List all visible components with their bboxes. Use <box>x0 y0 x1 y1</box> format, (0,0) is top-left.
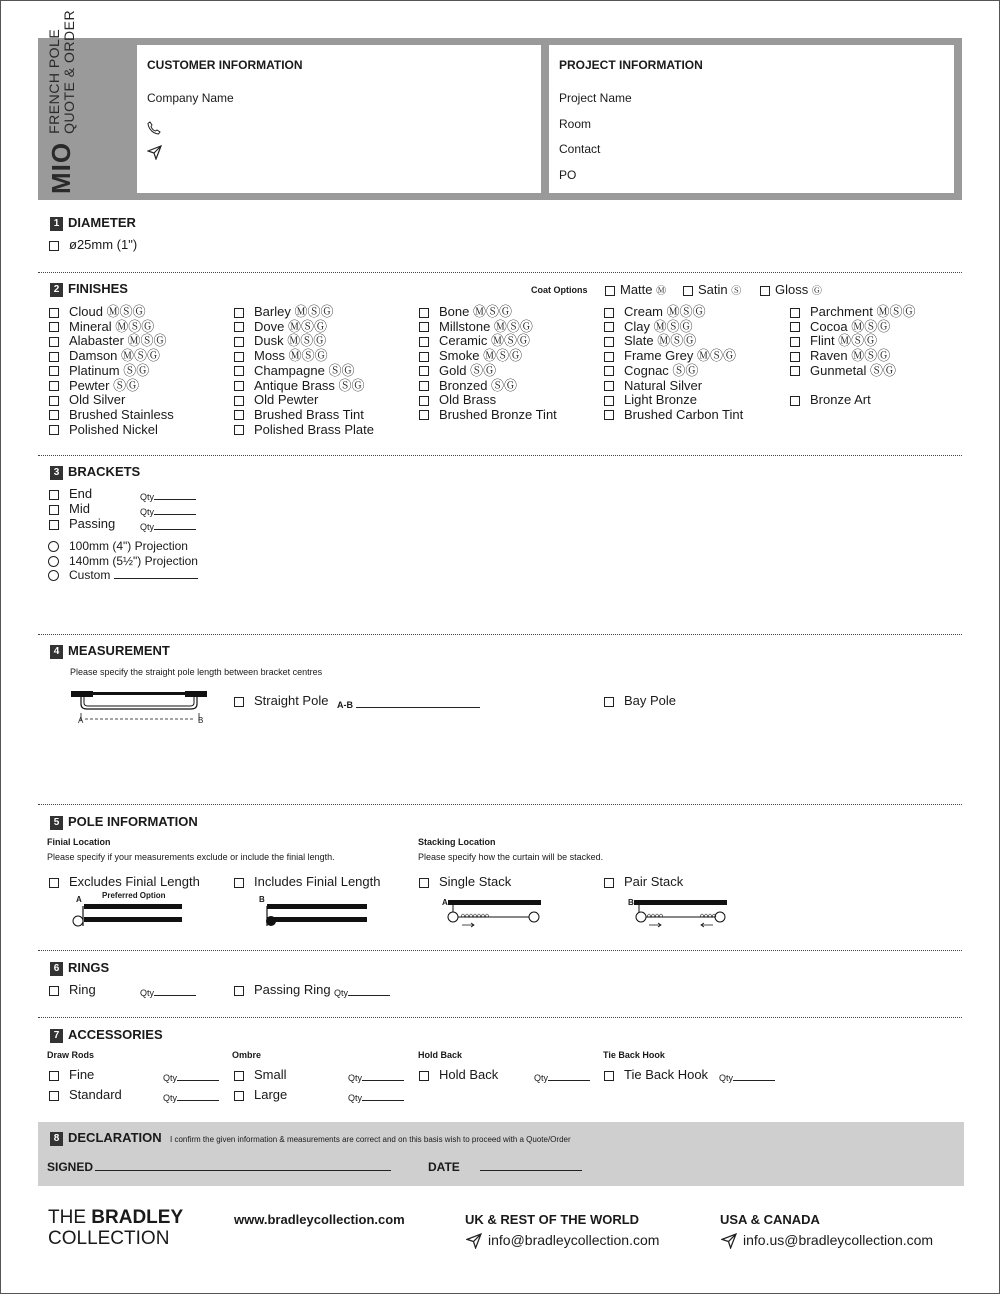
includes-finial-diagram <box>261 901 371 931</box>
bracket-mid[interactable]: Mid <box>49 501 90 516</box>
finish-option[interactable]: Alabaster ⓂⓈⒼ <box>49 333 167 348</box>
finish-option[interactable]: Flint ⓂⓈⒼ <box>790 333 877 348</box>
finish-option[interactable]: Cream ⓂⓈⒼ <box>604 304 706 319</box>
finish-option[interactable]: Moss ⓂⓈⒼ <box>234 348 328 363</box>
finish-option[interactable]: Cocoa ⓂⓈⒼ <box>790 319 890 334</box>
stack-a-label: A <box>442 898 448 907</box>
project-name-field[interactable]: Project Name <box>559 91 632 105</box>
checkbox[interactable] <box>234 381 244 391</box>
checkbox[interactable] <box>790 322 800 332</box>
finish-option[interactable]: Clay ⓂⓈⒼ <box>604 319 693 334</box>
checkbox[interactable] <box>604 337 614 347</box>
declaration-box <box>38 1122 964 1186</box>
uk-title: UK & REST OF THE WORLD <box>465 1212 640 1227</box>
project-info-title: PROJECT INFORMATION <box>559 58 703 72</box>
ring-qty[interactable]: Qty <box>140 985 196 998</box>
checkbox[interactable] <box>234 396 244 406</box>
finish-option[interactable]: Gunmetal ⓈⒼ <box>790 363 896 378</box>
hold-back-option[interactable]: Hold Back <box>419 1067 498 1082</box>
finial-b-label: B <box>259 895 265 904</box>
single-stack-option[interactable]: Single Stack <box>419 874 511 889</box>
measurement-a-label: A <box>78 716 84 725</box>
finish-option[interactable]: Millstone ⓂⓈⒼ <box>419 319 533 334</box>
draw-rod-standard-qty[interactable]: Qty <box>163 1090 219 1103</box>
finish-option[interactable]: Brushed Bronze Tint <box>419 407 557 422</box>
finish-option[interactable]: Champagne ⓈⒼ <box>234 363 354 378</box>
passing-ring-option[interactable]: Passing Ring <box>234 982 331 997</box>
stacking-location-note: Please specify how the curtain will be stacked. <box>418 852 604 862</box>
checkbox[interactable] <box>790 366 800 376</box>
checkbox[interactable] <box>605 286 615 296</box>
passing-ring-qty[interactable]: Qty <box>334 985 390 998</box>
finial-location-note: Please specify if your measurements exclude or include the finial length. <box>47 852 335 862</box>
po-field[interactable]: PO <box>559 168 577 182</box>
product-name: MIO <box>46 141 76 194</box>
finish-option[interactable]: Mineral ⓂⓈⒼ <box>49 319 154 334</box>
brackets-section-title: 3 BRACKETS <box>50 464 140 480</box>
section-divider <box>38 455 962 456</box>
finish-option[interactable]: Raven ⓂⓈⒼ <box>790 348 890 363</box>
contact-field[interactable]: Contact <box>559 142 601 156</box>
checkbox[interactable] <box>790 396 800 406</box>
finish-option[interactable]: Old Pewter <box>234 392 318 407</box>
ombre-large[interactable]: Large <box>234 1087 287 1102</box>
checkbox[interactable] <box>49 1091 59 1101</box>
signed-field[interactable]: SIGNED <box>47 1160 391 1174</box>
ombre-large-qty[interactable]: Qty <box>348 1090 404 1103</box>
send-icon <box>466 1233 482 1249</box>
pair-stack-diagram <box>631 897 731 929</box>
checkbox[interactable] <box>604 410 614 420</box>
finish-option[interactable]: Parchment ⓂⓈⒼ <box>790 304 915 319</box>
checkbox[interactable] <box>49 308 59 318</box>
checkbox[interactable] <box>49 396 59 406</box>
date-field[interactable]: DATE <box>428 1160 582 1174</box>
checkbox[interactable] <box>419 337 429 347</box>
bracket-mid-qty[interactable]: Qty <box>140 504 196 517</box>
radio[interactable] <box>48 570 59 581</box>
website-link[interactable]: www.bradleycollection.com <box>234 1212 405 1227</box>
bracket-passing-qty[interactable]: Qty <box>140 519 196 532</box>
project-info-box <box>549 45 954 193</box>
checkbox[interactable] <box>604 878 614 888</box>
checkbox[interactable] <box>49 878 59 888</box>
tie-back-hook-title: Tie Back Hook <box>603 1050 665 1060</box>
ombre-title: Ombre <box>232 1050 262 1060</box>
checkbox[interactable] <box>604 1071 614 1081</box>
diameter-section-title: 1 DIAMETER <box>50 215 136 231</box>
checkbox[interactable] <box>419 322 429 332</box>
section-divider <box>38 804 962 805</box>
includes-finial-option[interactable]: Includes Finial Length <box>234 874 380 889</box>
straight-pole-diagram <box>69 689 214 725</box>
finish-option[interactable]: Platinum ⓈⒼ <box>49 363 149 378</box>
finish-option[interactable]: Cloud ⓂⓈⒼ <box>49 304 146 319</box>
send-icon <box>147 145 162 160</box>
finish-option[interactable]: Damson ⓂⓈⒼ <box>49 348 160 363</box>
checkbox[interactable] <box>604 308 614 318</box>
checkbox[interactable] <box>760 286 770 296</box>
checkbox[interactable] <box>234 1071 244 1081</box>
declaration-text: I confirm the given information & measurements are correct and on this basis wish to proceed with a Quote/Order <box>170 1135 571 1144</box>
subtitle-line1: FRENCH POLE <box>46 28 62 134</box>
checkbox[interactable] <box>234 366 244 376</box>
checkbox[interactable] <box>234 986 244 996</box>
finish-option[interactable]: Natural Silver <box>604 378 702 393</box>
finish-option[interactable]: Smoke ⓂⓈⒼ <box>419 348 522 363</box>
bracket-end-qty[interactable]: Qty <box>140 489 196 502</box>
projection-100[interactable]: 100mm (4") Projection <box>48 539 188 554</box>
stacking-location-title: Stacking Location <box>418 837 496 847</box>
finish-option[interactable]: Old Brass <box>419 392 496 407</box>
checkbox[interactable] <box>790 352 800 362</box>
finish-option[interactable]: Bronze Art <box>790 392 871 407</box>
ring-option[interactable]: Ring <box>49 982 96 997</box>
uk-email-link[interactable]: info@bradleycollection.com <box>488 1232 660 1248</box>
checkbox[interactable] <box>790 308 800 318</box>
finial-location-title: Finial Location <box>47 837 111 847</box>
draw-rod-fine[interactable]: Fine <box>49 1067 94 1082</box>
coat-gloss[interactable]: Gloss Ⓖ <box>760 282 822 299</box>
us-title: USA & CANADA <box>720 1212 820 1227</box>
send-icon <box>721 1233 737 1249</box>
bracket-end[interactable]: End <box>49 486 92 501</box>
ombre-small-qty[interactable]: Qty <box>348 1070 404 1083</box>
finish-option[interactable]: Old Silver <box>49 392 125 407</box>
header-side-panel <box>38 9 136 200</box>
declaration-section-title: 8 DECLARATION <box>50 1130 162 1146</box>
checkbox[interactable] <box>604 697 614 707</box>
finish-option[interactable]: Pewter ⓈⒼ <box>49 378 139 393</box>
section-divider <box>38 1017 962 1018</box>
finish-option[interactable]: Bronzed ⓈⒼ <box>419 378 517 393</box>
checkbox[interactable] <box>49 1071 59 1081</box>
coat-options-label: Coat Options <box>531 285 588 295</box>
finial-a-label: A <box>76 895 82 904</box>
straight-pole-option[interactable]: Straight Pole <box>234 693 328 708</box>
finish-option[interactable]: Brushed Stainless <box>49 407 174 422</box>
hold-back-title: Hold Back <box>418 1050 463 1060</box>
finish-option[interactable]: Polished Brass Plate <box>234 422 374 437</box>
draw-rod-fine-qty[interactable]: Qty <box>163 1070 219 1083</box>
excludes-finial-option[interactable]: Excludes Finial Length <box>49 874 200 889</box>
preferred-option-label: Preferred Option <box>102 891 166 900</box>
tie-back-hook-option[interactable]: Tie Back Hook <box>604 1067 708 1082</box>
company-name-field[interactable]: Company Name <box>147 91 234 105</box>
checkbox[interactable] <box>49 986 59 996</box>
measurement-section-title: 4 MEASUREMENT <box>50 643 170 659</box>
us-email-link[interactable]: info.us@bradleycollection.com <box>743 1232 934 1248</box>
finish-option[interactable]: Brushed Carbon Tint <box>604 407 743 422</box>
checkbox[interactable] <box>419 381 429 391</box>
checkbox[interactable] <box>234 410 244 420</box>
bay-pole-option[interactable]: Bay Pole <box>604 693 676 708</box>
bracket-passing[interactable]: Passing <box>49 516 115 531</box>
projection-custom[interactable]: Custom <box>48 568 198 583</box>
finish-option[interactable]: Cognac ⓈⒼ <box>604 363 698 378</box>
excludes-finial-diagram <box>71 901 186 931</box>
draw-rod-standard[interactable]: Standard <box>49 1087 122 1102</box>
section-divider <box>38 950 962 951</box>
finish-option[interactable]: Antique Brass ⓈⒼ <box>234 378 365 393</box>
vertical-title <box>46 10 77 194</box>
checkbox[interactable] <box>49 425 59 435</box>
checkbox[interactable] <box>49 520 59 530</box>
checkbox[interactable] <box>790 337 800 347</box>
checkbox[interactable] <box>419 308 429 318</box>
checkbox[interactable] <box>604 396 614 406</box>
finish-option[interactable]: Polished Nickel <box>49 422 158 437</box>
checkbox[interactable] <box>683 286 693 296</box>
radio[interactable] <box>48 541 59 552</box>
draw-rods-title: Draw Rods <box>47 1050 95 1060</box>
finish-option[interactable]: Frame Grey ⓂⓈⒼ <box>604 348 736 363</box>
diameter-option[interactable]: ø25mm (1") <box>49 237 137 252</box>
finishes-section-title: 2 FINISHES <box>50 281 128 297</box>
phone-icon <box>147 121 161 135</box>
finish-option[interactable]: Dusk ⓂⓈⒼ <box>234 333 326 348</box>
checkbox[interactable] <box>419 352 429 362</box>
customer-info-title: CUSTOMER INFORMATION <box>147 58 303 72</box>
bradley-logo: THE BRADLEY COLLECTION <box>48 1207 184 1249</box>
checkbox[interactable] <box>419 878 429 888</box>
rings-section-title: 6 RINGS <box>50 960 109 976</box>
checkbox[interactable] <box>234 878 244 888</box>
checkbox[interactable] <box>234 697 244 707</box>
ab-length-field[interactable]: A-B <box>337 697 480 710</box>
section-divider <box>38 634 962 635</box>
radio[interactable] <box>48 556 59 567</box>
finish-option[interactable]: Barley ⓂⓈⒼ <box>234 304 333 319</box>
finish-option[interactable]: Dove ⓂⓈⒼ <box>234 319 327 334</box>
stack-b-label: B <box>628 898 634 907</box>
checkbox[interactable] <box>419 396 429 406</box>
accessories-section-title: 7 ACCESSORIES <box>50 1027 163 1043</box>
checkbox[interactable] <box>49 366 59 376</box>
coat-satin[interactable]: Satin Ⓢ <box>683 282 741 299</box>
pole-info-section-title: 5 POLE INFORMATION <box>50 814 198 830</box>
checkbox[interactable] <box>419 410 429 420</box>
checkbox[interactable] <box>604 381 614 391</box>
coat-matte[interactable]: Matte Ⓜ <box>605 282 666 299</box>
finish-option[interactable]: Slate ⓂⓈⒼ <box>604 333 696 348</box>
checkbox[interactable] <box>604 366 614 376</box>
tie-back-hook-qty[interactable]: Qty <box>719 1070 775 1083</box>
checkbox[interactable] <box>49 241 59 251</box>
customer-info-box <box>137 45 541 193</box>
checkbox[interactable] <box>49 381 59 391</box>
hold-back-qty[interactable]: Qty <box>534 1070 590 1083</box>
ombre-small[interactable]: Small <box>234 1067 287 1082</box>
finish-option[interactable]: Brushed Brass Tint <box>234 407 364 422</box>
finish-option[interactable]: Ceramic ⓂⓈⒼ <box>419 333 530 348</box>
checkbox[interactable] <box>234 322 244 332</box>
checkbox[interactable] <box>234 1091 244 1101</box>
measurement-b-label: B <box>198 716 204 725</box>
checkbox[interactable] <box>234 337 244 347</box>
measurement-note: Please specify the straight pole length between bracket centres <box>70 667 323 677</box>
checkbox[interactable] <box>604 352 614 362</box>
checkbox[interactable] <box>234 352 244 362</box>
checkbox[interactable] <box>234 308 244 318</box>
section-divider <box>38 272 962 273</box>
checkbox[interactable] <box>49 410 59 420</box>
subtitle-line2: QUOTE & ORDER <box>61 9 77 134</box>
pair-stack-option[interactable]: Pair Stack <box>604 874 683 889</box>
checkbox[interactable] <box>604 322 614 332</box>
projection-140[interactable]: 140mm (5½") Projection <box>48 554 198 569</box>
checkbox[interactable] <box>419 366 429 376</box>
room-field[interactable]: Room <box>559 117 592 131</box>
checkbox[interactable] <box>419 1071 429 1081</box>
checkbox[interactable] <box>49 337 59 347</box>
form-header <box>38 9 962 200</box>
checkbox[interactable] <box>49 490 59 500</box>
single-stack-diagram <box>445 897 545 929</box>
checkbox[interactable] <box>49 322 59 332</box>
finish-option[interactable]: Light Bronze <box>604 392 697 407</box>
checkbox[interactable] <box>234 425 244 435</box>
checkbox[interactable] <box>49 505 59 515</box>
finish-option[interactable]: Gold ⓈⒼ <box>419 363 496 378</box>
finish-option[interactable]: Bone ⓂⓈⒼ <box>419 304 512 319</box>
checkbox[interactable] <box>49 352 59 362</box>
